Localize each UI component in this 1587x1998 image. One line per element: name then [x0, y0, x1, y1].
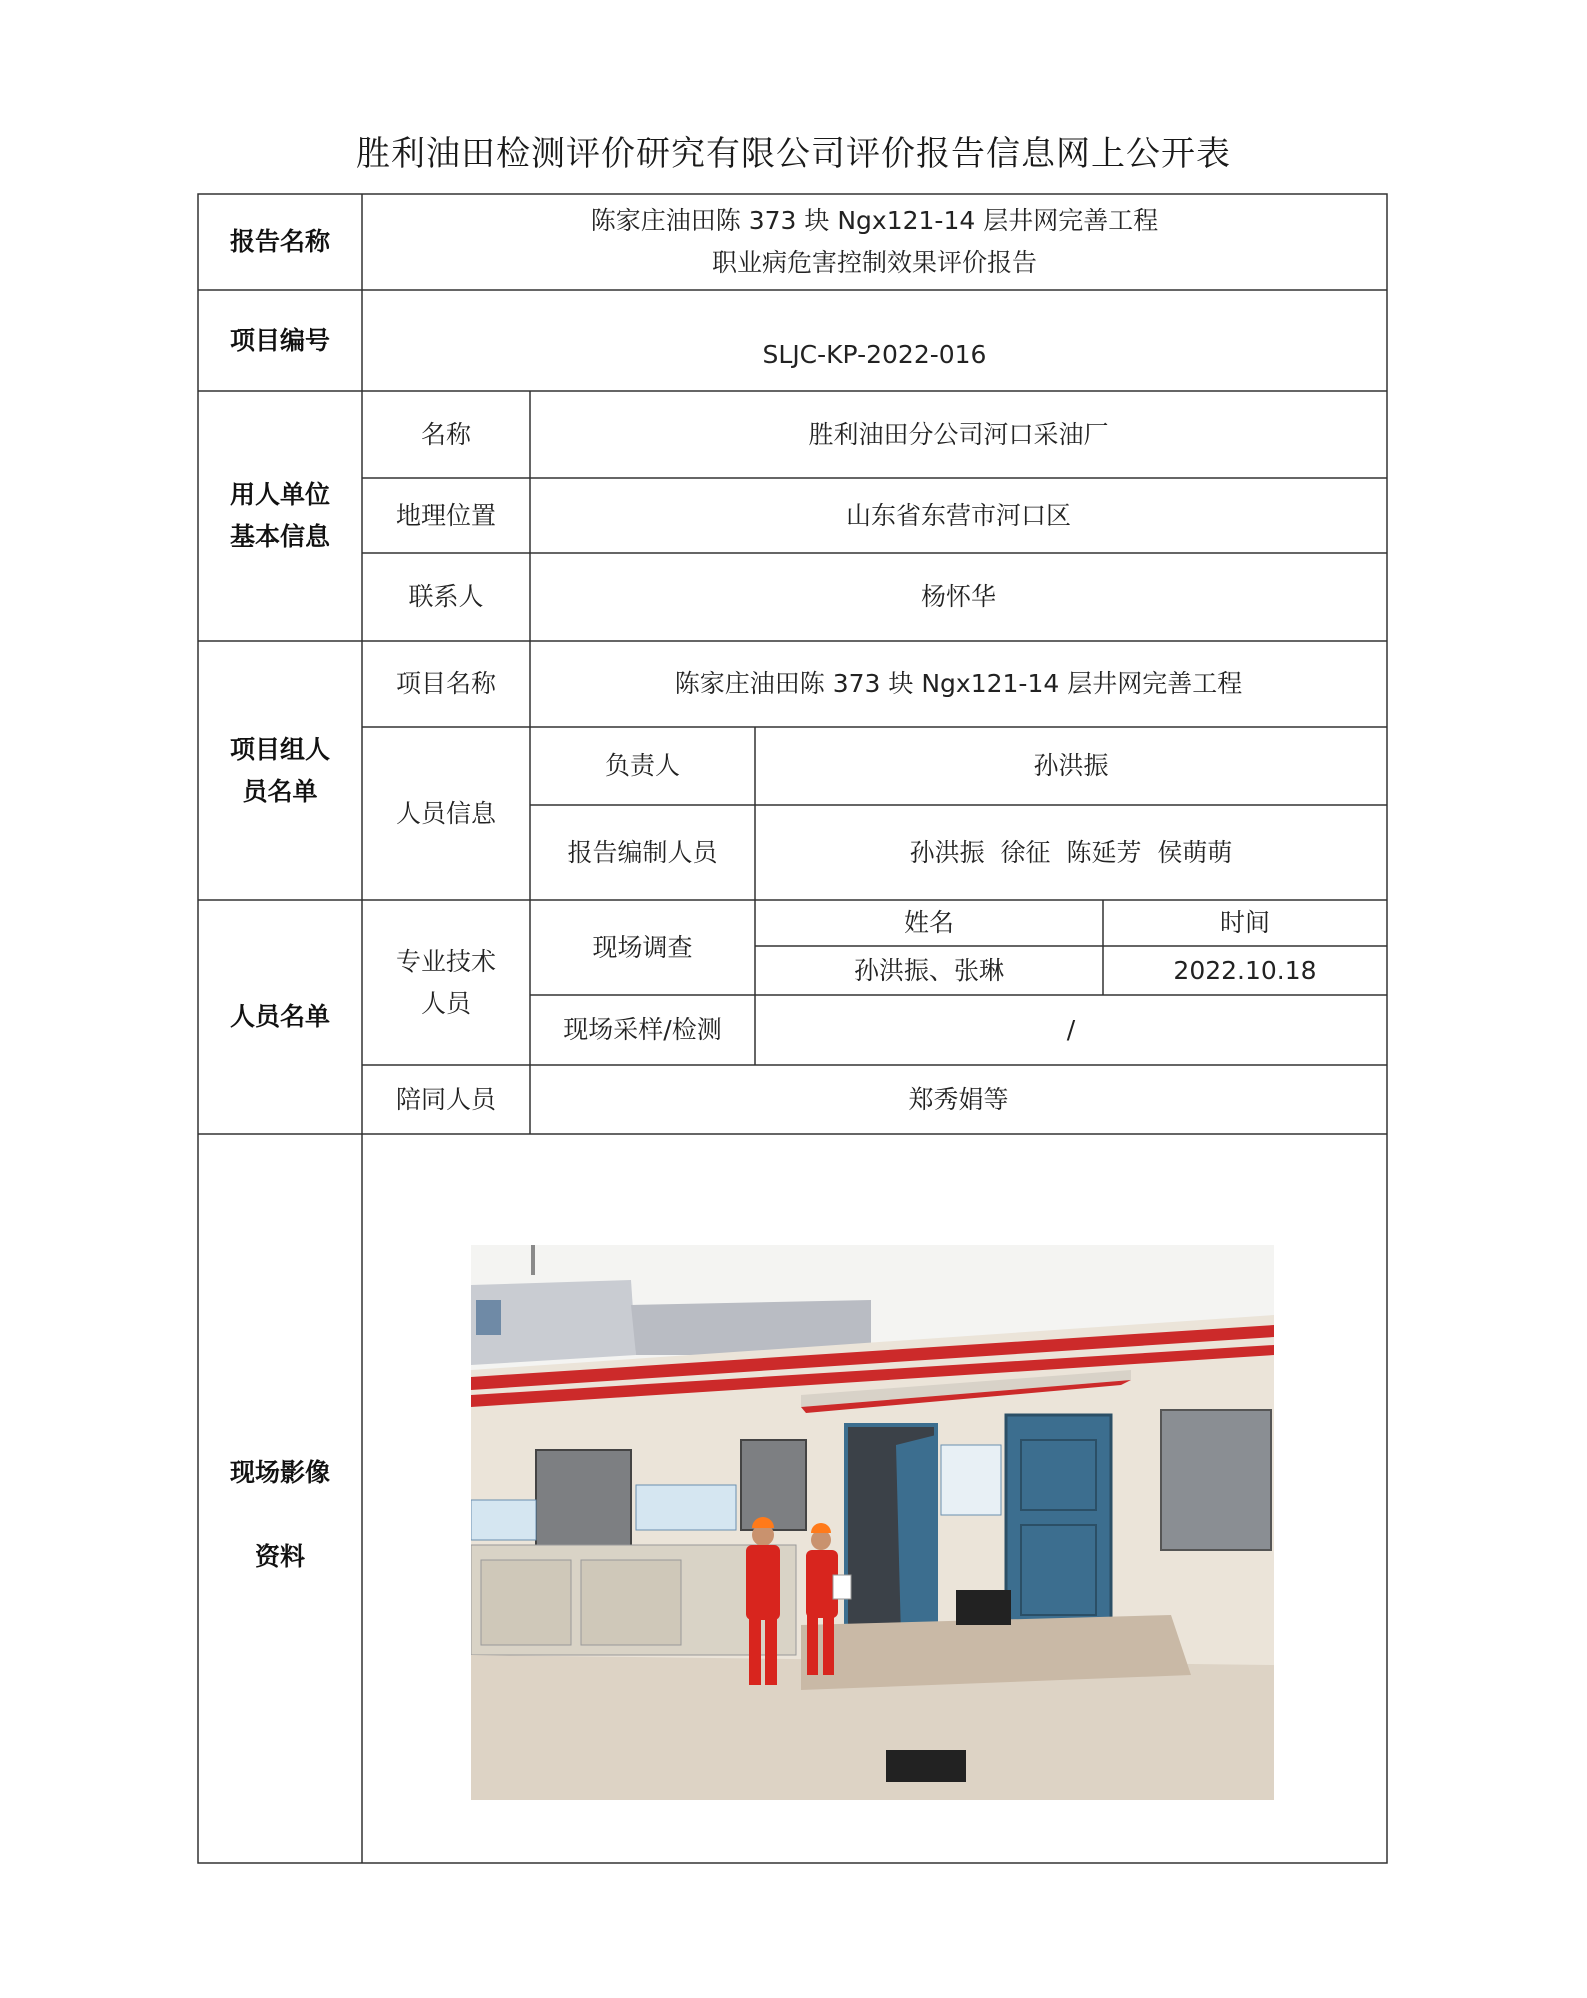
- survey-label: 现场调查: [592, 932, 693, 962]
- location-value: 山东省东营市河口区: [845, 500, 1071, 530]
- name-column-header: 姓名: [903, 908, 954, 937]
- project-no-label: 项目编号: [229, 325, 330, 355]
- sampling-label: 现场采样/检测: [563, 1015, 722, 1044]
- equipment-case-icon: [956, 1590, 1011, 1625]
- photo-section-label: [198, 1420, 362, 1610]
- location-label: 地理位置: [395, 500, 496, 530]
- time-column-header: 时间: [1219, 908, 1270, 937]
- personnel-section-label: 人员名单: [229, 1002, 330, 1031]
- page-title: 胜利油田检测评价研究有限公司评价报告信息网上公开表: [356, 134, 1231, 174]
- leader-label: 负责人: [604, 751, 680, 780]
- photo-label-line1: 现场影像: [229, 1458, 330, 1487]
- tech-label-line1: 专业技术: [395, 946, 496, 976]
- project-name-value: 陈家庄油田陈 373 块 Ngx121-14 层井网完善工程: [674, 669, 1243, 698]
- report-name-line1: 陈家庄油田陈 373 块 Ngx121-14 层井网完善工程: [590, 206, 1159, 235]
- authors-label: 报告编制人员: [567, 837, 718, 867]
- survey-names-value: 孙洪振、张琳: [853, 955, 1004, 985]
- report-name-line2: 职业病危害控制效果评价报告: [711, 248, 1037, 277]
- pole-icon: [531, 1245, 535, 1275]
- contact-label: 联系人: [408, 582, 484, 611]
- employer-name-label: 名称: [420, 419, 471, 449]
- employer-section-label: [198, 391, 362, 641]
- project-name-label: 项目名称: [395, 669, 496, 698]
- project-no-value: SLJC-KP-2022-016: [762, 340, 987, 369]
- team-section-label: [198, 641, 362, 900]
- authors-value: 孙洪振 徐征 陈延芳 侯萌萌: [909, 837, 1233, 867]
- contact-value: 杨怀华: [920, 582, 996, 611]
- team-label-line1: 项目组人: [229, 734, 330, 764]
- employer-name-value: 胜利油田分公司河口采油厂: [808, 419, 1109, 449]
- leader-value: 孙洪振: [1033, 751, 1109, 780]
- photo-label-line2: 资料: [254, 1542, 305, 1571]
- survey-date-value: 2022.10.18: [1173, 955, 1317, 985]
- employer-label-line1: 用人单位: [229, 480, 330, 509]
- report-name-label: 报告名称: [229, 227, 330, 256]
- report-name-value: [362, 194, 1387, 290]
- employer-label-line2: 基本信息: [229, 522, 330, 551]
- escort-value: 郑秀娟等: [908, 1084, 1009, 1114]
- staff-info-label: 人员信息: [395, 798, 496, 828]
- sampling-value: /: [1066, 1015, 1076, 1044]
- tech-label-line2: 人员: [420, 988, 471, 1018]
- site-photo: [471, 1245, 1274, 1800]
- equipment-case-icon: [886, 1750, 966, 1782]
- tech-staff-label: [362, 900, 530, 1065]
- escort-label: 陪同人员: [395, 1084, 496, 1114]
- team-label-line2: 员名单: [242, 776, 318, 806]
